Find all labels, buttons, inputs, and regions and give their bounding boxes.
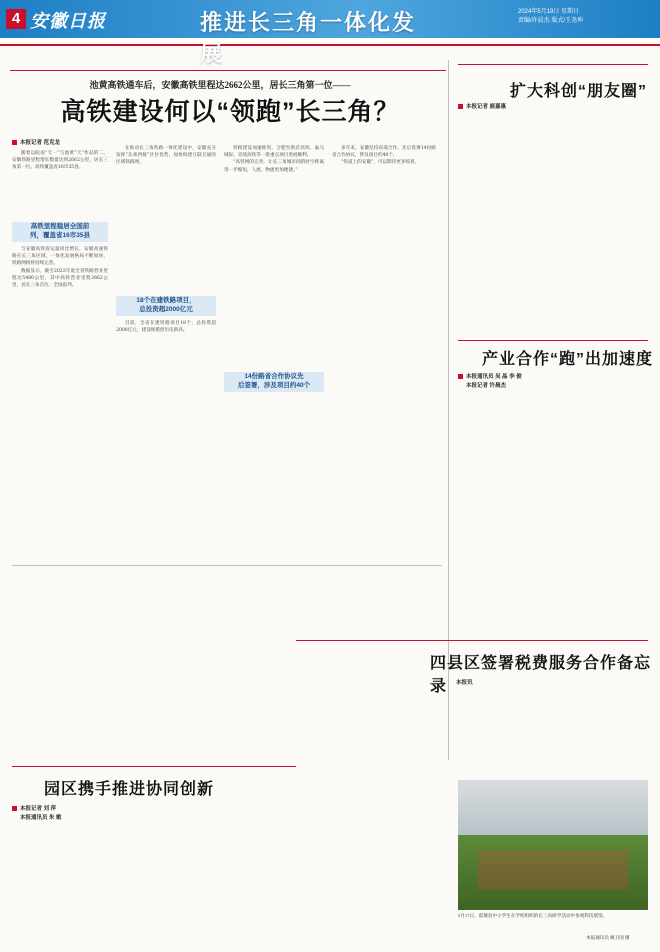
lead-col-4: 多年来，安徽坚持省部合作，先后签署14份路省合作协议，涉及项目约40个。 “铁道上的安徽”，可以期待更多惊喜。 bbox=[332, 146, 436, 166]
right-mid-rule bbox=[458, 340, 648, 341]
bottom-left-rule bbox=[12, 766, 296, 767]
date-line: 2024年5月19日 星期日 bbox=[518, 9, 580, 15]
lead-col-2b: 目前，全省在建铁路项目18个，总投资超2000亿元，建设规模创历史新高。 bbox=[116, 321, 216, 334]
lead-col-1a: 随着以皖南“天一”与池黄“天”作品的二，安徽铁路里程增长数量达到2662公里，居长三角第一位。高铁覆盖省16市35县。 bbox=[12, 151, 108, 171]
photo-credit: 本报通讯员 姚卫国 摄 bbox=[586, 935, 630, 940]
right-mid-col-2 bbox=[556, 391, 648, 631]
lead-kicker: 池黄高铁通车后，安徽高铁里程达2662公里，居长三角第一位—— bbox=[89, 80, 351, 90]
page-number: 4 bbox=[6, 9, 26, 29]
lead-col-2a: 在推动长三角铁路一体化建设中，安徽充分发挥“东承西接”区位优势，加快构建互联互通的区域铁路网。 bbox=[116, 146, 216, 166]
lead-bottom-rule bbox=[12, 565, 442, 566]
lead-headline: 高铁建设何以“领跑”长三角？ bbox=[60, 98, 400, 126]
lead-col-3: 铁路建设加速推进，合肥至新沂高铁、巢马城际、宣绩高铁等一批重点项目进展顺利。 “高铁网的完善，让长三角城市间的时空距离进一步缩短，人流、物流更加便捷。” bbox=[224, 146, 324, 173]
right-top-col-1 bbox=[458, 112, 550, 337]
right-top-rule bbox=[458, 64, 648, 65]
bottom-left-col-2 bbox=[106, 822, 196, 946]
right-mid-title: 产业合作“跑”出加速度 bbox=[482, 351, 654, 368]
continuation-col-2 bbox=[302, 572, 372, 772]
right-mid-byline-2: 本报记者 许晨杰 bbox=[466, 383, 507, 389]
right-bottom-col-2 bbox=[556, 688, 648, 772]
lead-col-1b: 与安徽高铁客运量同比增长，安徽高速铁路在长三角区域，一体化发展格局不断加快，铁路网络将持续完善。 数据显示，截至2023年底全省铁路营业里程达5480公里，其中高铁营业里程2662公里，居长三角首位、全国前列。 bbox=[12, 247, 108, 289]
right-top-byline: 本报记者 鹿嘉惠 bbox=[458, 102, 506, 110]
lead-byline: 本报记者 范克龙 bbox=[12, 138, 60, 146]
issue-date bbox=[518, 8, 583, 26]
bottom-left-col-3 bbox=[200, 822, 290, 946]
bottom-left-byline-1: 本报记者 刘 萍 bbox=[12, 804, 56, 812]
bottom-left-col-1 bbox=[12, 822, 102, 946]
continuation-col-1 bbox=[204, 572, 294, 772]
right-top-title: 扩大科创“朋友圈” bbox=[510, 83, 648, 100]
lead-top-rule bbox=[10, 70, 446, 71]
lead-subhead-2: 18个在建铁路项目， 总投资超2000亿元 bbox=[116, 296, 216, 316]
lead-subhead-1: 高铁里程稳居全国前 列，覆盖省16市35县 bbox=[12, 222, 108, 242]
bottom-left-title: 园区携手推进协同创新 bbox=[44, 781, 215, 798]
editor-line: 责编/许晨杰 版式/王尧坤 bbox=[518, 18, 584, 24]
lead-subhead-3: 14份路省合作协议先 后签署，涉及项目约40个 bbox=[224, 372, 324, 392]
continuation-col-3 bbox=[378, 572, 448, 772]
right-mid-byline-1: 本报通讯员 吴 晶 李 俊 bbox=[458, 372, 522, 380]
masthead-rule bbox=[0, 44, 660, 46]
right-top-col-2 bbox=[556, 112, 648, 337]
right-bottom-col-1 bbox=[456, 688, 548, 772]
right-bottom-title: 四县区签署税费服务合作备忘录 bbox=[430, 655, 652, 695]
photo-caption: 5月17日，霍城县中小学生在学校组织的长三角研学活动中参观科技展馆。 bbox=[458, 913, 608, 918]
section-banner: 推进长三角一体化发展 bbox=[200, 10, 417, 66]
paper-name: 安徽日报 bbox=[30, 11, 106, 31]
right-mid-col-1 bbox=[458, 391, 550, 631]
bottom-left-byline-2: 本报通讯员 朱 敏 bbox=[20, 815, 62, 821]
news-photo bbox=[458, 780, 648, 910]
right-bottom-byline: 本报讯 bbox=[456, 680, 473, 686]
